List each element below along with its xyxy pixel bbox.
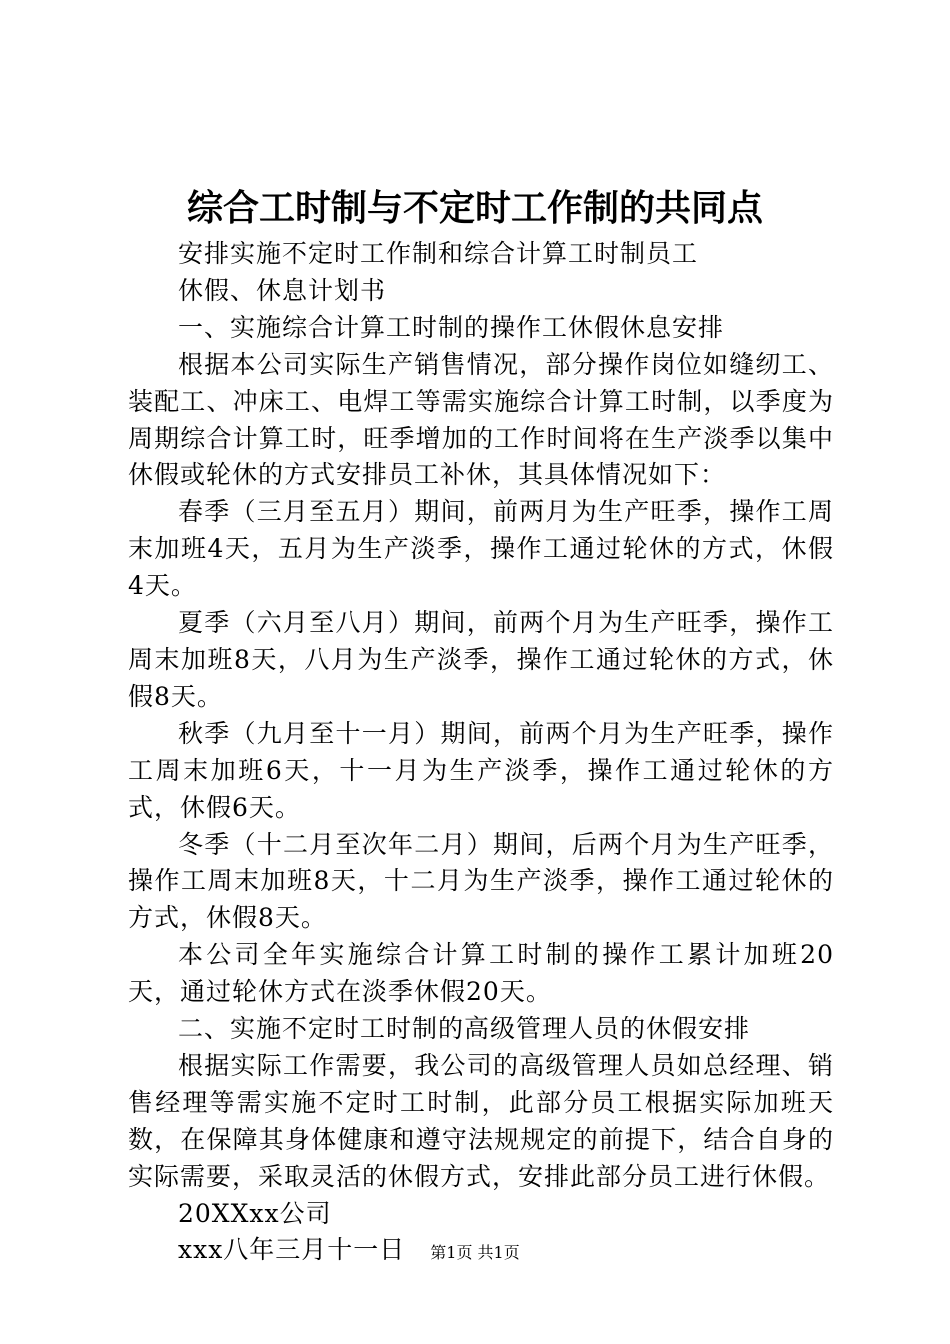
paragraph-annual-total: 本公司全年实施综合计算工时制的操作工累计加班20天，通过轮休方式在淡季休假20天。 [128, 940, 834, 1007]
paragraph-management: 根据实际工作需要，我公司的高级管理人员如总经理、销售经理等需实施不定时工时制，此部分员工根据实际加班天数，在保障其身体健康和遵守法规规定的前提下，结合自身的实际需要，采取灵活的休假方式，安排此部分员工进行休假。 [128, 1050, 834, 1191]
paragraph-intro: 根据本公司实际生产销售情况，部分操作岗位如缝纫工、装配工、冲床工、电焊工等需实施综合计算工时制，以季度为周期综合计算工时，旺季增加的工作时间将在生产淡季以集中休假或轮休的方式安排员工补休，其具体情况如下： [128, 349, 834, 490]
paragraph-heading-line-2: 休假、休息计划书 [178, 275, 387, 305]
paragraph-summer: 夏季（六月至八月）期间，前两个月为生产旺季，操作工周末加班8天，八月为生产淡季，操作工通过轮休的方式，休假8天。 [128, 608, 834, 711]
document-body [128, 236, 834, 1269]
paragraph-heading-line-1: 安排实施不定时工作制和综合计算工时制员工 [178, 239, 699, 268]
signature-date: xxx八年三月十一日 [178, 1235, 406, 1265]
section-heading-1: 一、实施综合计算工时制的操作工休假休息安排 [178, 312, 725, 342]
paragraph-winter: 冬季（十二月至次年二月）期间，后两个月为生产旺季，操作工周末加班8天，十二月为生产淡季，操作工通过轮休的方式，休假8天。 [128, 829, 834, 933]
paragraph-autumn: 秋季（九月至十一月）期间，前两个月为生产旺季，操作工周末加班6天，十一月为生产淡季，操作工通过轮休的方式，休假6天。 [128, 718, 834, 822]
section-heading-2: 二、实施不定时工时制的高级管理人员的休假安排 [178, 1014, 751, 1044]
signature-company: 20XXxx公司 [178, 1198, 332, 1228]
document-title: 综合工时制与不定时工作制的共同点 [186, 187, 763, 229]
page-footer: 第1页 共1页 [430, 1243, 520, 1262]
paragraph-spring: 春季（三月至五月）期间，前两月为生产旺季，操作工周末加班4天，五月为生产淡季，操作工通过轮休的方式，休假4天。 [128, 497, 834, 601]
